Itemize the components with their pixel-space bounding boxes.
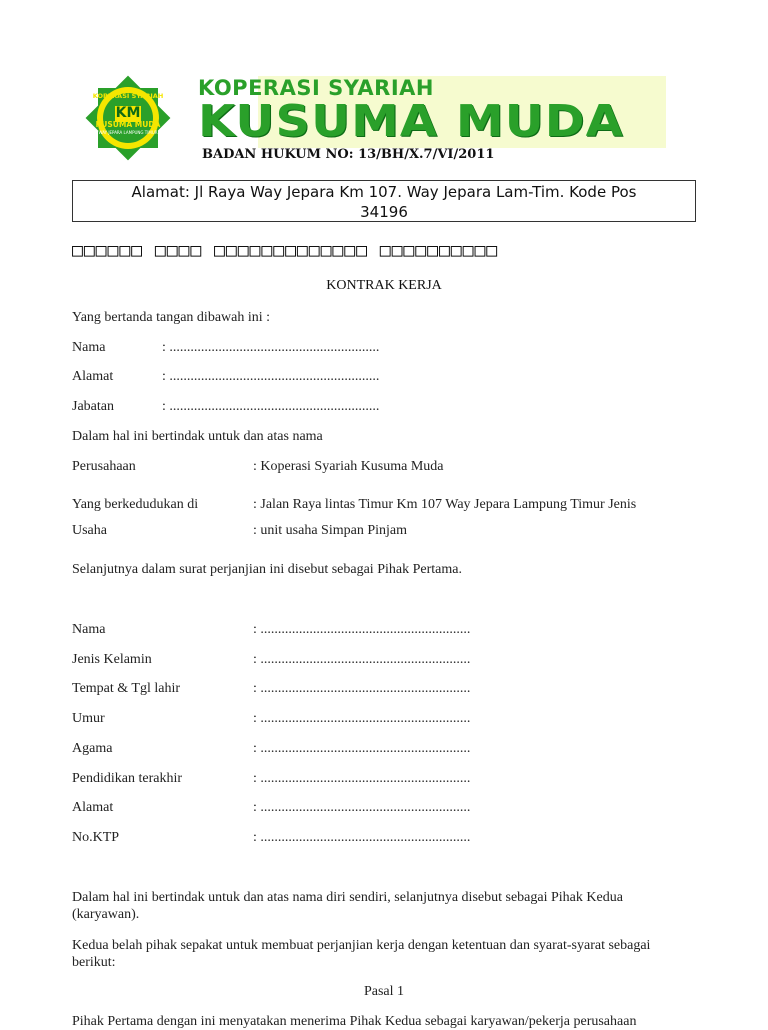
address-line-2: 34196	[360, 203, 408, 221]
missing-glyph-line: □□□□□□ □□□□ □□□□□□□□□□□□□ □□□□□□□□□□	[72, 240, 499, 261]
field-value-no-ktp: : ............................................................	[253, 830, 471, 845]
field-value-alamat-2: : ............................................................	[253, 800, 471, 815]
pasal-text: Pihak Pertama dengan ini menyatakan menerima Pihak Kedua sebagai karyawan/pekerja perusahaan	[72, 1014, 637, 1029]
logo-name: KUSUMA MUDA	[95, 120, 161, 129]
business-label: Usaha	[72, 523, 107, 538]
cooperative-logo	[70, 74, 190, 162]
field-value-nama-2: : ............................................................	[253, 622, 471, 637]
field-label-alamat-1: Alamat	[72, 369, 114, 384]
letterhead	[0, 0, 768, 170]
domicile-label: Yang berkedudukan di	[72, 497, 199, 512]
field-label-no-ktp: No.KTP	[72, 830, 120, 845]
field-label-agama: Agama	[72, 741, 113, 756]
business-value: : unit usaha Simpan Pinjam	[253, 523, 407, 538]
field-label-alamat-2: Alamat	[72, 800, 114, 815]
org-name-main: KUSUMA MUDA	[198, 96, 624, 147]
field-label-jabatan: Jabatan	[72, 399, 114, 414]
field-label-nama-2: Nama	[72, 622, 106, 637]
field-label-nama-1: Nama	[72, 340, 106, 355]
field-label-tempat-tgl-lahir: Tempat & Tgl lahir	[72, 681, 181, 696]
field-value-jabatan: : ............................................................	[162, 399, 380, 414]
pasal-title: Pasal 1	[363, 984, 405, 999]
address-line-1: Alamat: Jl Raya Way Jepara Km 107. Way Jepara Lam-Tim. Kode Pos	[131, 183, 637, 201]
logo-monogram: KM	[115, 105, 141, 121]
legal-registration: BADAN HUKUM NO: 13/BH/X.7/VI/2011	[202, 147, 495, 162]
first-party-closing: Selanjutnya dalam surat perjanjian ini disebut sebagai Pihak Pertama.	[72, 562, 462, 577]
field-label-umur: Umur	[72, 711, 105, 726]
field-label-pendidikan: Pendidikan terakhir	[72, 771, 183, 786]
org-name-top: KOPERASI SYARIAH	[198, 76, 434, 100]
field-value-nama-1: : ............................................................	[162, 340, 380, 355]
logo-sub: WAY JEPARA LAMPUNG TIMUR	[98, 130, 158, 135]
intro-text: Yang bertanda tangan dibawah ini :	[72, 310, 271, 325]
field-value-agama: : ............................................................	[253, 741, 471, 756]
agreement-text: Kedua belah pihak sepakat untuk membuat perjanjian kerja dengan ketentuan dan syarat-syarat sebagai berikut:	[72, 938, 651, 970]
company-label: Perusahaan	[72, 459, 136, 474]
address-box	[72, 180, 696, 222]
field-value-jenis-kelamin: : ............................................................	[253, 652, 471, 667]
logo-arc-text: KOPERASI SYARIAH	[92, 92, 164, 100]
acting-text: Dalam hal ini bertindak untuk dan atas nama	[72, 429, 323, 444]
field-value-pendidikan: : ............................................................	[253, 771, 471, 786]
field-value-tempat-tgl-lahir: : ............................................................	[253, 681, 471, 696]
field-label-jenis-kelamin: Jenis Kelamin	[72, 652, 152, 667]
document-title: KONTRAK KERJA	[326, 278, 442, 293]
company-value: : Koperasi Syariah Kusuma Muda	[253, 459, 444, 474]
field-value-alamat-1: : ............................................................	[162, 369, 380, 384]
domicile-value: : Jalan Raya lintas Timur Km 107 Way Jepara Lampung Timur Jenis	[253, 497, 637, 512]
field-value-umur: : ............................................................	[253, 711, 471, 726]
second-party-closing: Dalam hal ini bertindak untuk dan atas nama diri sendiri, selanjutnya disebut sebagai Pihak Kedua (karyawan).	[72, 890, 623, 922]
